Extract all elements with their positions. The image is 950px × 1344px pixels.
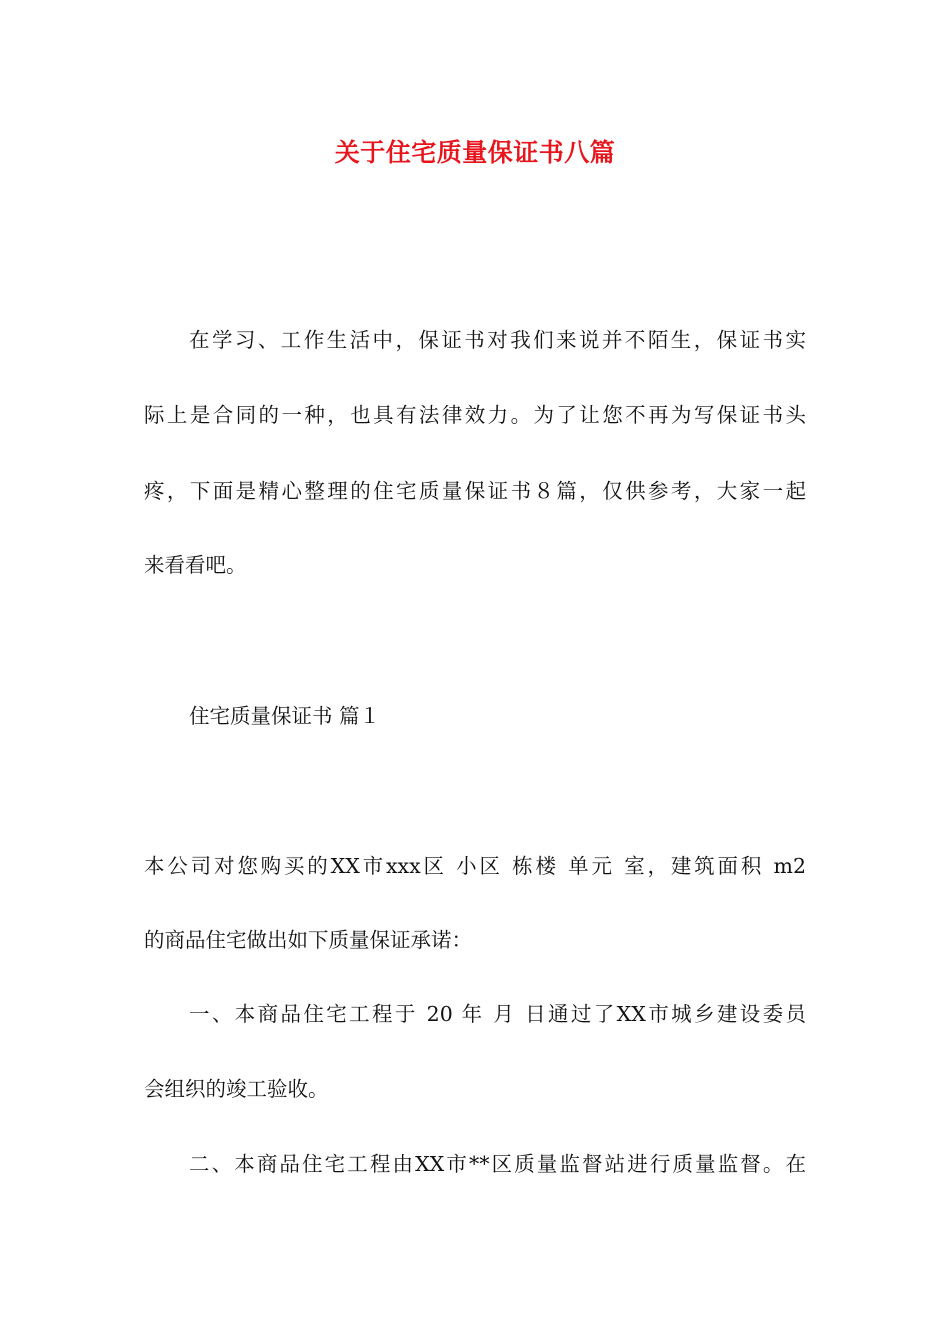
section-heading: 住宅质量保证书 篇１ <box>189 704 381 728</box>
intro-line-3: 疼，下面是精心整理的住宅质量保证书８篇，仅供参考，大家一起 <box>144 479 806 503</box>
body-line-5: 二、本商品住宅工程由XX市**区质量监督站进行质量监督。在 <box>189 1152 806 1176</box>
body-line-3: 一、本商品住宅工程于 20 年 月 日通过了XX市城乡建设委员 <box>189 1002 806 1026</box>
intro-line-4: 来看看吧。 <box>144 553 247 577</box>
document-title: 关于住宅质量保证书八篇 <box>334 138 616 167</box>
intro-line-1: 在学习、工作生活中，保证书对我们来说并不陌生，保证书实 <box>189 328 806 352</box>
body-line-4: 会组织的竣工验收。 <box>144 1077 329 1101</box>
intro-line-2: 际上是合同的一种，也具有法律效力。为了让您不再为写保证书头 <box>144 403 806 427</box>
body-line-1: 本公司对您购买的XX市xxx区 小区 栋楼 单元 室，建筑面积 m2 <box>144 854 806 878</box>
body-line-2: 的商品住宅做出如下质量保证承诺： <box>144 928 472 952</box>
